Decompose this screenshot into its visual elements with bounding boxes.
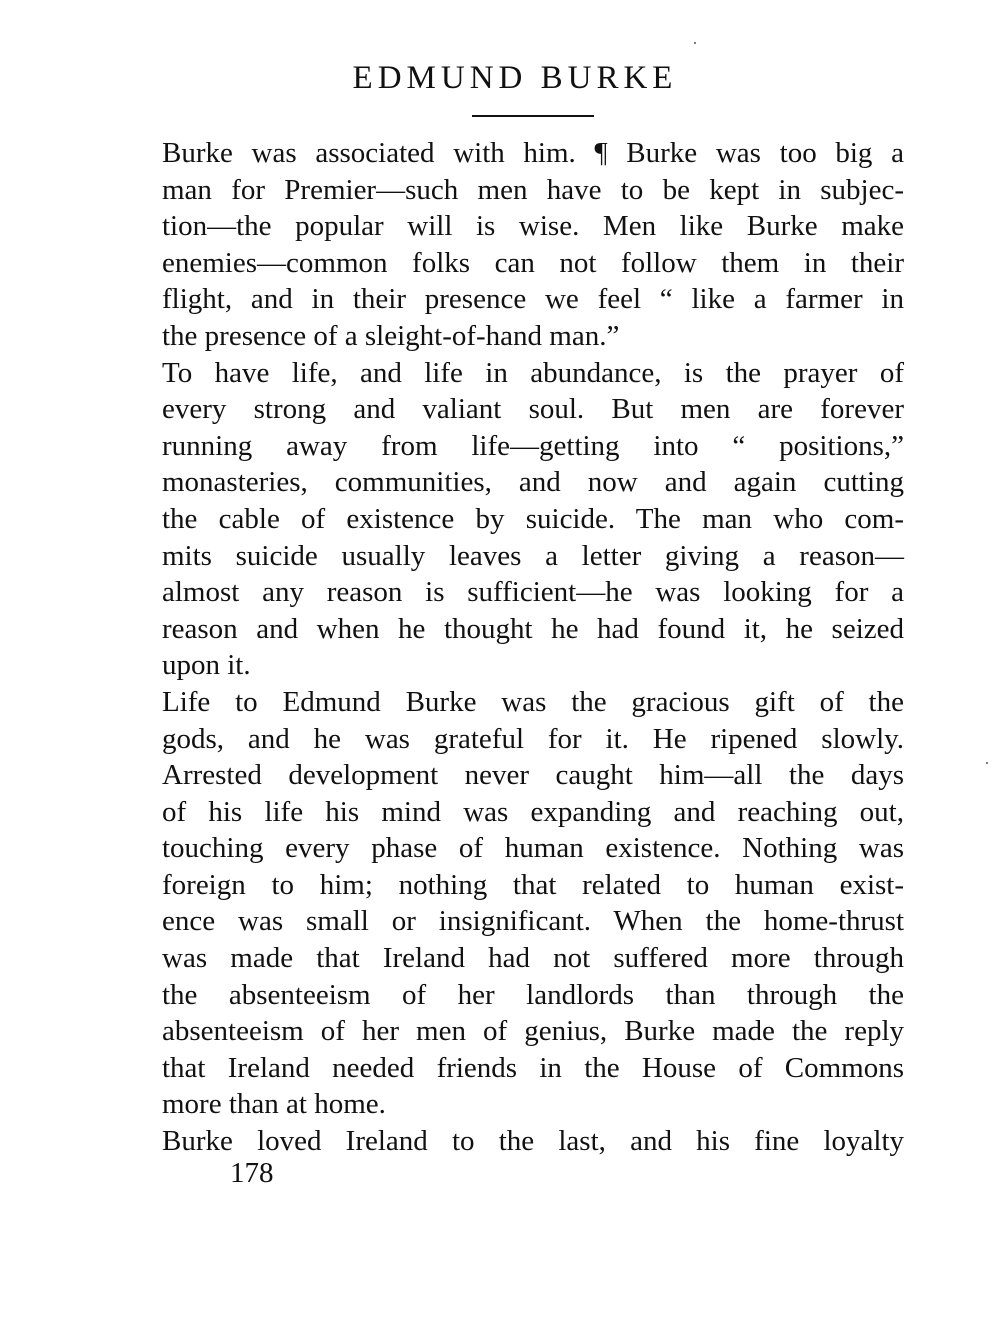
text-line: that Ireland needed friends in the House of Commons bbox=[162, 1051, 904, 1084]
text-line: Arrested development never caught him—all the days bbox=[162, 759, 904, 792]
text-line: absenteeism of her men of genius, Burke made the reply bbox=[162, 1015, 904, 1048]
text-line: the presence of a sleight-of-hand man.” bbox=[162, 319, 620, 352]
text-line: man for Premier—such men have to be kept in subjec- bbox=[162, 173, 904, 206]
text-line: touching every phase of human existence. Nothing was bbox=[162, 832, 904, 865]
text-line: mits suicide usually leaves a letter giving a reason— bbox=[162, 539, 904, 572]
text-line: more than at home. bbox=[162, 1088, 386, 1121]
page-number: 178 bbox=[230, 1157, 274, 1189]
title-rule bbox=[472, 115, 594, 117]
text-line: reason and when he thought he had found it, he seized bbox=[162, 612, 904, 645]
scan-speck bbox=[694, 42, 696, 44]
text-line: To have life, and life in abundance, is the prayer of bbox=[162, 356, 904, 389]
text-line: flight, and in their presence we feel “ like a farmer in bbox=[162, 283, 904, 316]
text-line: enemies—common folks can not follow them in their bbox=[162, 246, 904, 279]
running-title: EDMUND BURKE bbox=[352, 60, 678, 96]
text-line: was made that Ireland had not suffered more through bbox=[162, 942, 904, 975]
text-line: ence was small or insignificant. When the home-thrust bbox=[162, 905, 904, 938]
text-line: Burke was associated with him. ¶ Burke was too big a bbox=[162, 137, 904, 169]
text-line: monasteries, communities, and now and again cutting bbox=[162, 466, 904, 499]
text-line: upon it. bbox=[162, 649, 251, 682]
text-line: every strong and valiant soul. But men are forever bbox=[162, 393, 904, 426]
text-line: the cable of existence by suicide. The man who com- bbox=[162, 502, 904, 535]
text-line: running away from life—getting into “ positions,” bbox=[162, 429, 904, 462]
text-line: the absenteeism of her landlords than through the bbox=[162, 978, 904, 1011]
text-line: gods, and he was grateful for it. He ripened slowly. bbox=[162, 722, 904, 755]
scan-speck bbox=[986, 762, 988, 764]
text-line: almost any reason is sufficient—he was looking for a bbox=[162, 576, 904, 609]
text-line: Burke loved Ireland to the last, and his fine loyalty bbox=[162, 1125, 904, 1158]
text-line: Life to Edmund Burke was the gracious gift of the bbox=[162, 685, 904, 718]
text-line: foreign to him; nothing that related to human exist- bbox=[162, 868, 904, 901]
body-text bbox=[162, 135, 904, 1160]
text-line: of his life his mind was expanding and reaching out, bbox=[162, 795, 904, 828]
text-line: tion—the popular will is wise. Men like Burke make bbox=[162, 210, 904, 243]
